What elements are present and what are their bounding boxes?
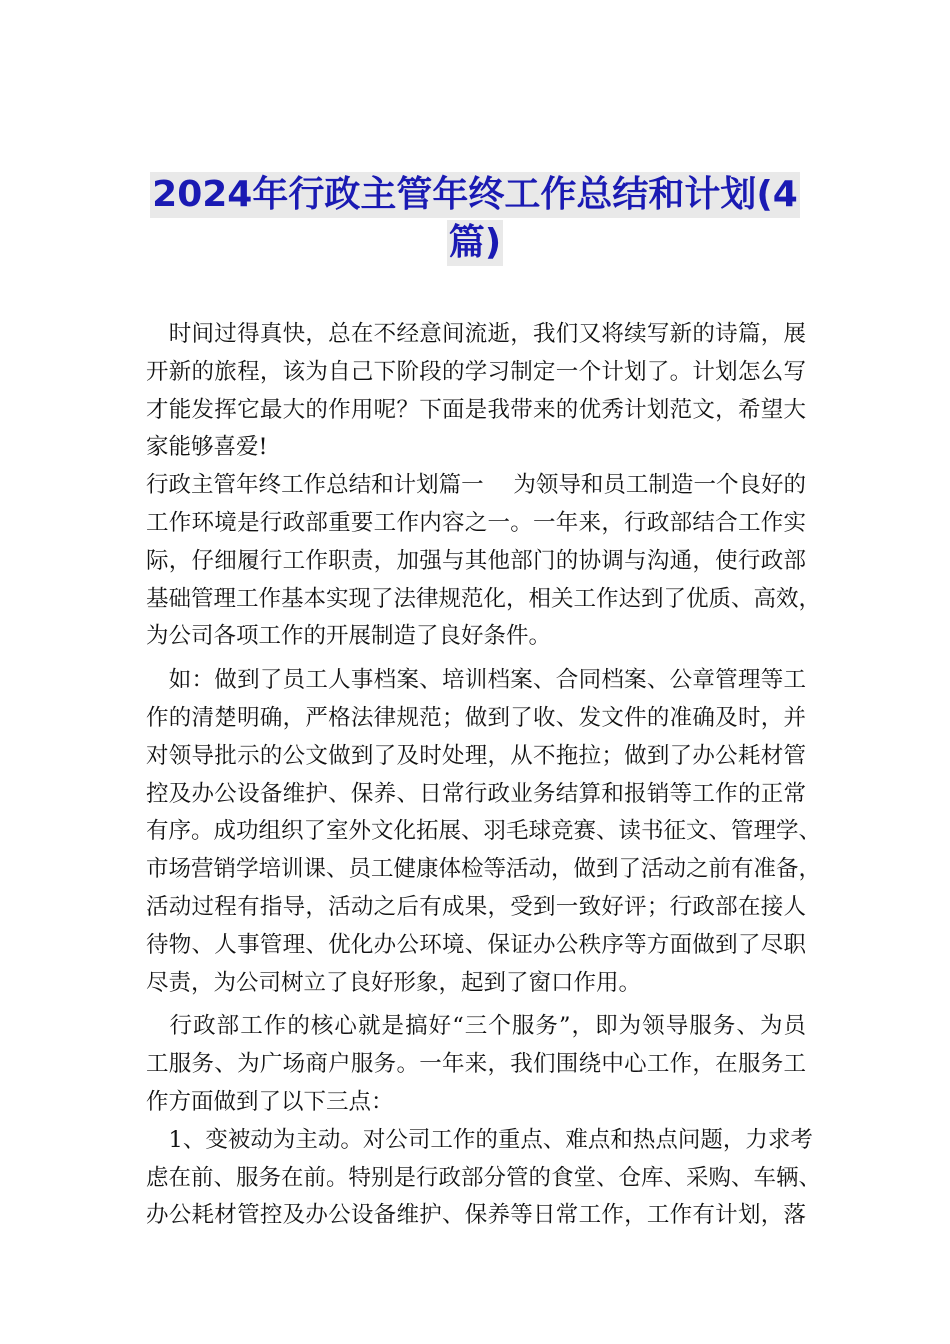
text-line: 对领导批示的公文做到了及时处理，从不拖拉；做到了办公耗材管 xyxy=(146,742,806,769)
paragraph-section-one xyxy=(146,467,822,656)
text-line: 时间过得真快，总在不经意间流逝，我们又将续写新的诗篇，展 xyxy=(146,321,806,347)
text-line: 工作环境是行政部重要工作内容之一。一年来，行政部结合工作实 xyxy=(146,509,806,536)
paragraph-intro xyxy=(146,316,806,467)
text-line: 活动过程有指导，活动之后有成果，受到一致好评；行政部在接人 xyxy=(146,893,806,920)
paragraph-examples xyxy=(146,662,822,1002)
text-line: 才能发挥它最大的作用呢？下面是我带来的优秀计划范文，希望大 xyxy=(146,396,806,423)
text-line: 控及办公设备维护、保养、日常行政业务结算和报销等工作的正常 xyxy=(146,780,806,807)
text-line: 为公司各项工作的开展制造了良好条件。 xyxy=(146,623,552,650)
text-line: 行政部工作的核心就是搞好“三个服务”，即为领导服务、为员 xyxy=(146,1013,806,1040)
text-line: 行政主管年终工作总结和计划篇一 为领导和员工制造一个良好的 xyxy=(146,472,806,499)
text-line: 基础管理工作基本实现了法律规范化，相关工作达到了优质、高效， xyxy=(146,585,822,612)
text-line: 市场营销学培训课、员工健康体检等活动，做到了活动之前有准备， xyxy=(146,856,822,883)
text-line: 作方面做到了以下三点： xyxy=(146,1088,394,1115)
text-line: 作的清楚明确，严格法律规范；做到了收、发文件的准确及时，并 xyxy=(146,704,806,731)
text-line: 尽责，为公司树立了良好形象，起到了窗口作用。 xyxy=(146,969,642,996)
paragraph-point-one xyxy=(146,1122,822,1235)
text-line: 家能够喜爱! xyxy=(146,434,268,461)
document-body xyxy=(146,316,822,1235)
text-line: 有序。成功组织了室外文化拓展、羽毛球竞赛、读书征文、管理学、 xyxy=(146,818,822,845)
text-line: 待物、人事管理、优化办公环境、保证办公秩序等方面做到了尽职 xyxy=(146,931,806,958)
paragraph-three-services xyxy=(146,1008,806,1121)
title-line-2: 篇) xyxy=(447,220,503,266)
text-line: 办公耗材管控及办公设备维护、保养等日常工作，工作有计划，落 xyxy=(146,1202,806,1229)
text-line: 工服务、为广场商户服务。一年来，我们围绕中心工作，在服务工 xyxy=(146,1051,806,1078)
text-line: 1、变被动为主动。对公司工作的重点、难点和热点问题，力求考 xyxy=(146,1126,813,1153)
text-line: 开新的旅程，该为自己下阶段的学习制定一个计划了。计划怎么写 xyxy=(146,358,806,385)
text-line: 虑在前、服务在前。特别是行政部分管的食堂、仓库、采购、车辆、 xyxy=(146,1164,822,1191)
text-line: 际，仔细履行工作职责，加强与其他部门的协调与沟通，使行政部 xyxy=(146,547,806,574)
text-line: 如：做到了员工人事档案、培训档案、合同档案、公章管理等工 xyxy=(146,667,806,694)
document-title xyxy=(130,172,820,266)
title-line-1: 2024年行政主管年终工作总结和计划(4 xyxy=(150,172,800,218)
